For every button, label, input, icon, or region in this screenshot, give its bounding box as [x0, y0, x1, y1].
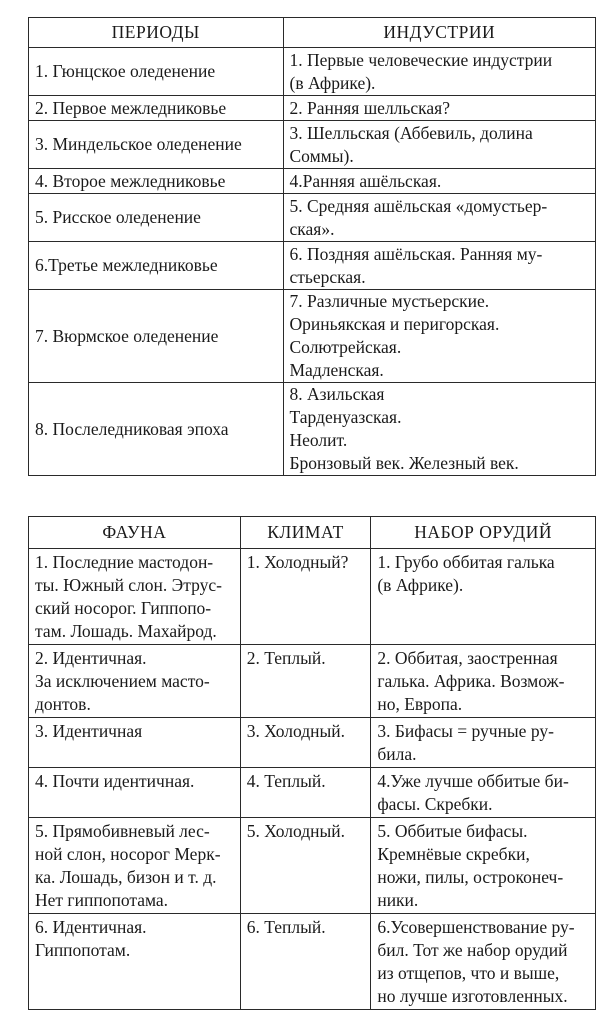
industry-cell — [283, 242, 596, 290]
cell-text: 6.Усовершенствование ру- — [377, 917, 575, 937]
period-cell — [29, 48, 284, 96]
period-cell — [29, 383, 284, 476]
fauna-cell — [29, 914, 241, 1010]
cell-text: 7. Различные мустьерские. — [289, 291, 490, 311]
industry-cell — [283, 48, 596, 96]
industry-cell — [283, 121, 596, 169]
cell-text: Мадленская. — [289, 360, 384, 380]
cell-text: 1. Грубо оббитая галька — [377, 552, 555, 572]
cell-text: фасы. Скребки. — [377, 794, 493, 814]
cell-text: За исключением масто- — [35, 671, 210, 691]
climate-cell — [240, 914, 371, 1010]
table-header-row — [29, 517, 596, 549]
table-row — [29, 645, 596, 718]
cell-text: 3. Шелльская (Аббевиль, долина — [289, 122, 533, 143]
cell-text: 1. Первые человеческие индустрии — [289, 49, 553, 70]
table-row — [29, 96, 596, 121]
cell-text: 1. Гюнцское оледенение — [35, 61, 216, 81]
tools-cell — [371, 818, 596, 914]
fauna-climate-tools-table — [28, 516, 596, 1010]
cell-text: ножи, пилы, остроконеч- — [377, 867, 564, 887]
climate-cell — [240, 549, 371, 645]
cell-text: 3. Идентичная — [35, 721, 143, 741]
cell-text: Гиппопотам. — [35, 940, 131, 960]
cell-text: 4.Уже лучше оббитые би- — [377, 771, 569, 791]
cell-text: Неолит. — [289, 430, 348, 450]
cell-text: 6. Поздняя ашёльская. Ранняя му- — [289, 243, 543, 264]
table-row — [29, 549, 596, 645]
cell-text: 8. Азильская — [289, 384, 385, 404]
table-row — [29, 242, 596, 290]
table-row — [29, 914, 596, 1010]
cell-text: 1. Последние мастодон- — [35, 552, 214, 572]
climate-cell — [240, 645, 371, 718]
cell-text: 2. Оббитая, заостренная — [377, 648, 558, 668]
industry-cell — [283, 194, 596, 242]
tools-cell — [371, 768, 596, 818]
cell-text: 3. Холодный. — [246, 721, 346, 741]
cell-text: 6. Идентичная. — [35, 917, 147, 937]
header-periods: ПЕРИОДЫ — [29, 18, 284, 48]
cell-text: (в Африке). — [377, 575, 464, 595]
period-cell — [29, 96, 284, 121]
cell-text: 6. Теплый. — [246, 917, 326, 937]
cell-text: 5. Средняя ашёльская «домустьер- — [289, 195, 548, 216]
cell-text: била. — [377, 744, 417, 764]
cell-text: 2. Ранняя шелльская? — [289, 97, 450, 118]
tools-cell — [371, 718, 596, 768]
cell-text: ская». — [289, 218, 335, 239]
tools-cell — [371, 645, 596, 718]
header-industries: ИНДУСТРИИ — [283, 18, 596, 48]
cell-text: 5. Оббитые бифасы. — [377, 821, 528, 841]
cell-text: но, Европа. — [377, 694, 463, 714]
cell-text: Нет гиппопотама. — [35, 890, 169, 910]
period-cell — [29, 242, 284, 290]
cell-text: 5. Прямобивневый лес- — [35, 821, 210, 841]
cell-text: стьерская. — [289, 266, 366, 287]
header-climate: КЛИМАТ — [240, 517, 371, 549]
table-row — [29, 768, 596, 818]
table-row — [29, 169, 596, 194]
cell-text: 5. Рисское оледенение — [35, 207, 201, 227]
period-cell — [29, 290, 284, 383]
cell-text: ка. Лошадь, бизон и т. д. — [35, 867, 217, 887]
cell-text: ский носорог. Гиппопо- — [35, 598, 212, 618]
table-row — [29, 121, 596, 169]
cell-text: (в Африке). — [289, 72, 376, 93]
industry-cell — [283, 383, 596, 476]
cell-text: 2. Теплый. — [246, 648, 326, 668]
cell-text: Соммы). — [289, 145, 354, 166]
cell-text: Кремнёвые скребки, — [377, 844, 530, 864]
climate-cell — [240, 768, 371, 818]
climate-cell — [240, 718, 371, 768]
cell-text: 6.Третье межледниковье — [35, 255, 218, 275]
fauna-cell — [29, 718, 241, 768]
cell-text: из отщепов, что и выше, — [377, 963, 560, 983]
cell-text: 2. Первое межледниковье — [35, 97, 227, 118]
cell-text: но лучше изготовленных. — [377, 986, 568, 1006]
cell-text: ники. — [377, 890, 419, 910]
header-fauna: ФАУНА — [29, 517, 241, 549]
cell-text: донтов. — [35, 694, 91, 714]
cell-text: галька. Африка. Возмож- — [377, 671, 565, 691]
period-cell — [29, 169, 284, 194]
cell-text: 4. Теплый. — [246, 771, 326, 791]
cell-text: бил. Тот же набор орудий — [377, 940, 568, 960]
cell-text: 1. Холодный? — [246, 552, 349, 572]
period-cell — [29, 194, 284, 242]
cell-text: ной слон, носорог Мерк- — [35, 844, 221, 864]
cell-text: 4.Ранняя ашёльская. — [289, 170, 442, 191]
tools-cell — [371, 914, 596, 1010]
cell-text: там. Лошадь. Махайрод. — [35, 621, 217, 641]
fauna-cell — [29, 768, 241, 818]
table-row — [29, 194, 596, 242]
cell-text: 4. Второе межледниковье — [35, 170, 226, 191]
cell-text: Тарденуазская. — [289, 407, 402, 427]
cell-text: 3. Бифасы = ручные ру- — [377, 721, 554, 741]
cell-text: 4. Почти идентичная. — [35, 771, 195, 791]
cell-text: 8. Послеледниковая эпоха — [35, 418, 229, 439]
cell-text: Ориньякская и перигорская. — [289, 314, 500, 334]
cell-text: Бронзовый век. Железный век. — [289, 453, 519, 473]
periods-industries-table — [28, 17, 596, 476]
cell-text: 5. Холодный. — [246, 821, 346, 841]
cell-text: 7. Вюрмское оледенение — [35, 325, 219, 346]
table-row — [29, 818, 596, 914]
tools-cell — [371, 549, 596, 645]
industry-cell — [283, 169, 596, 194]
fauna-cell — [29, 818, 241, 914]
fauna-cell — [29, 645, 241, 718]
cell-text: ты. Южный слон. Этрус- — [35, 575, 222, 595]
industry-cell — [283, 96, 596, 121]
header-tools: НАБОР ОРУДИЙ — [371, 517, 596, 549]
fauna-cell — [29, 549, 241, 645]
period-cell — [29, 121, 284, 169]
table-row — [29, 48, 596, 96]
climate-cell — [240, 818, 371, 914]
table-row — [29, 383, 596, 476]
cell-text: Солютрейская. — [289, 337, 402, 357]
table-row — [29, 718, 596, 768]
cell-text: 2. Идентичная. — [35, 648, 147, 668]
cell-text: 3. Миндельское оледенение — [35, 134, 242, 154]
table-header-row — [29, 18, 596, 48]
table-row — [29, 290, 596, 383]
industry-cell — [283, 290, 596, 383]
